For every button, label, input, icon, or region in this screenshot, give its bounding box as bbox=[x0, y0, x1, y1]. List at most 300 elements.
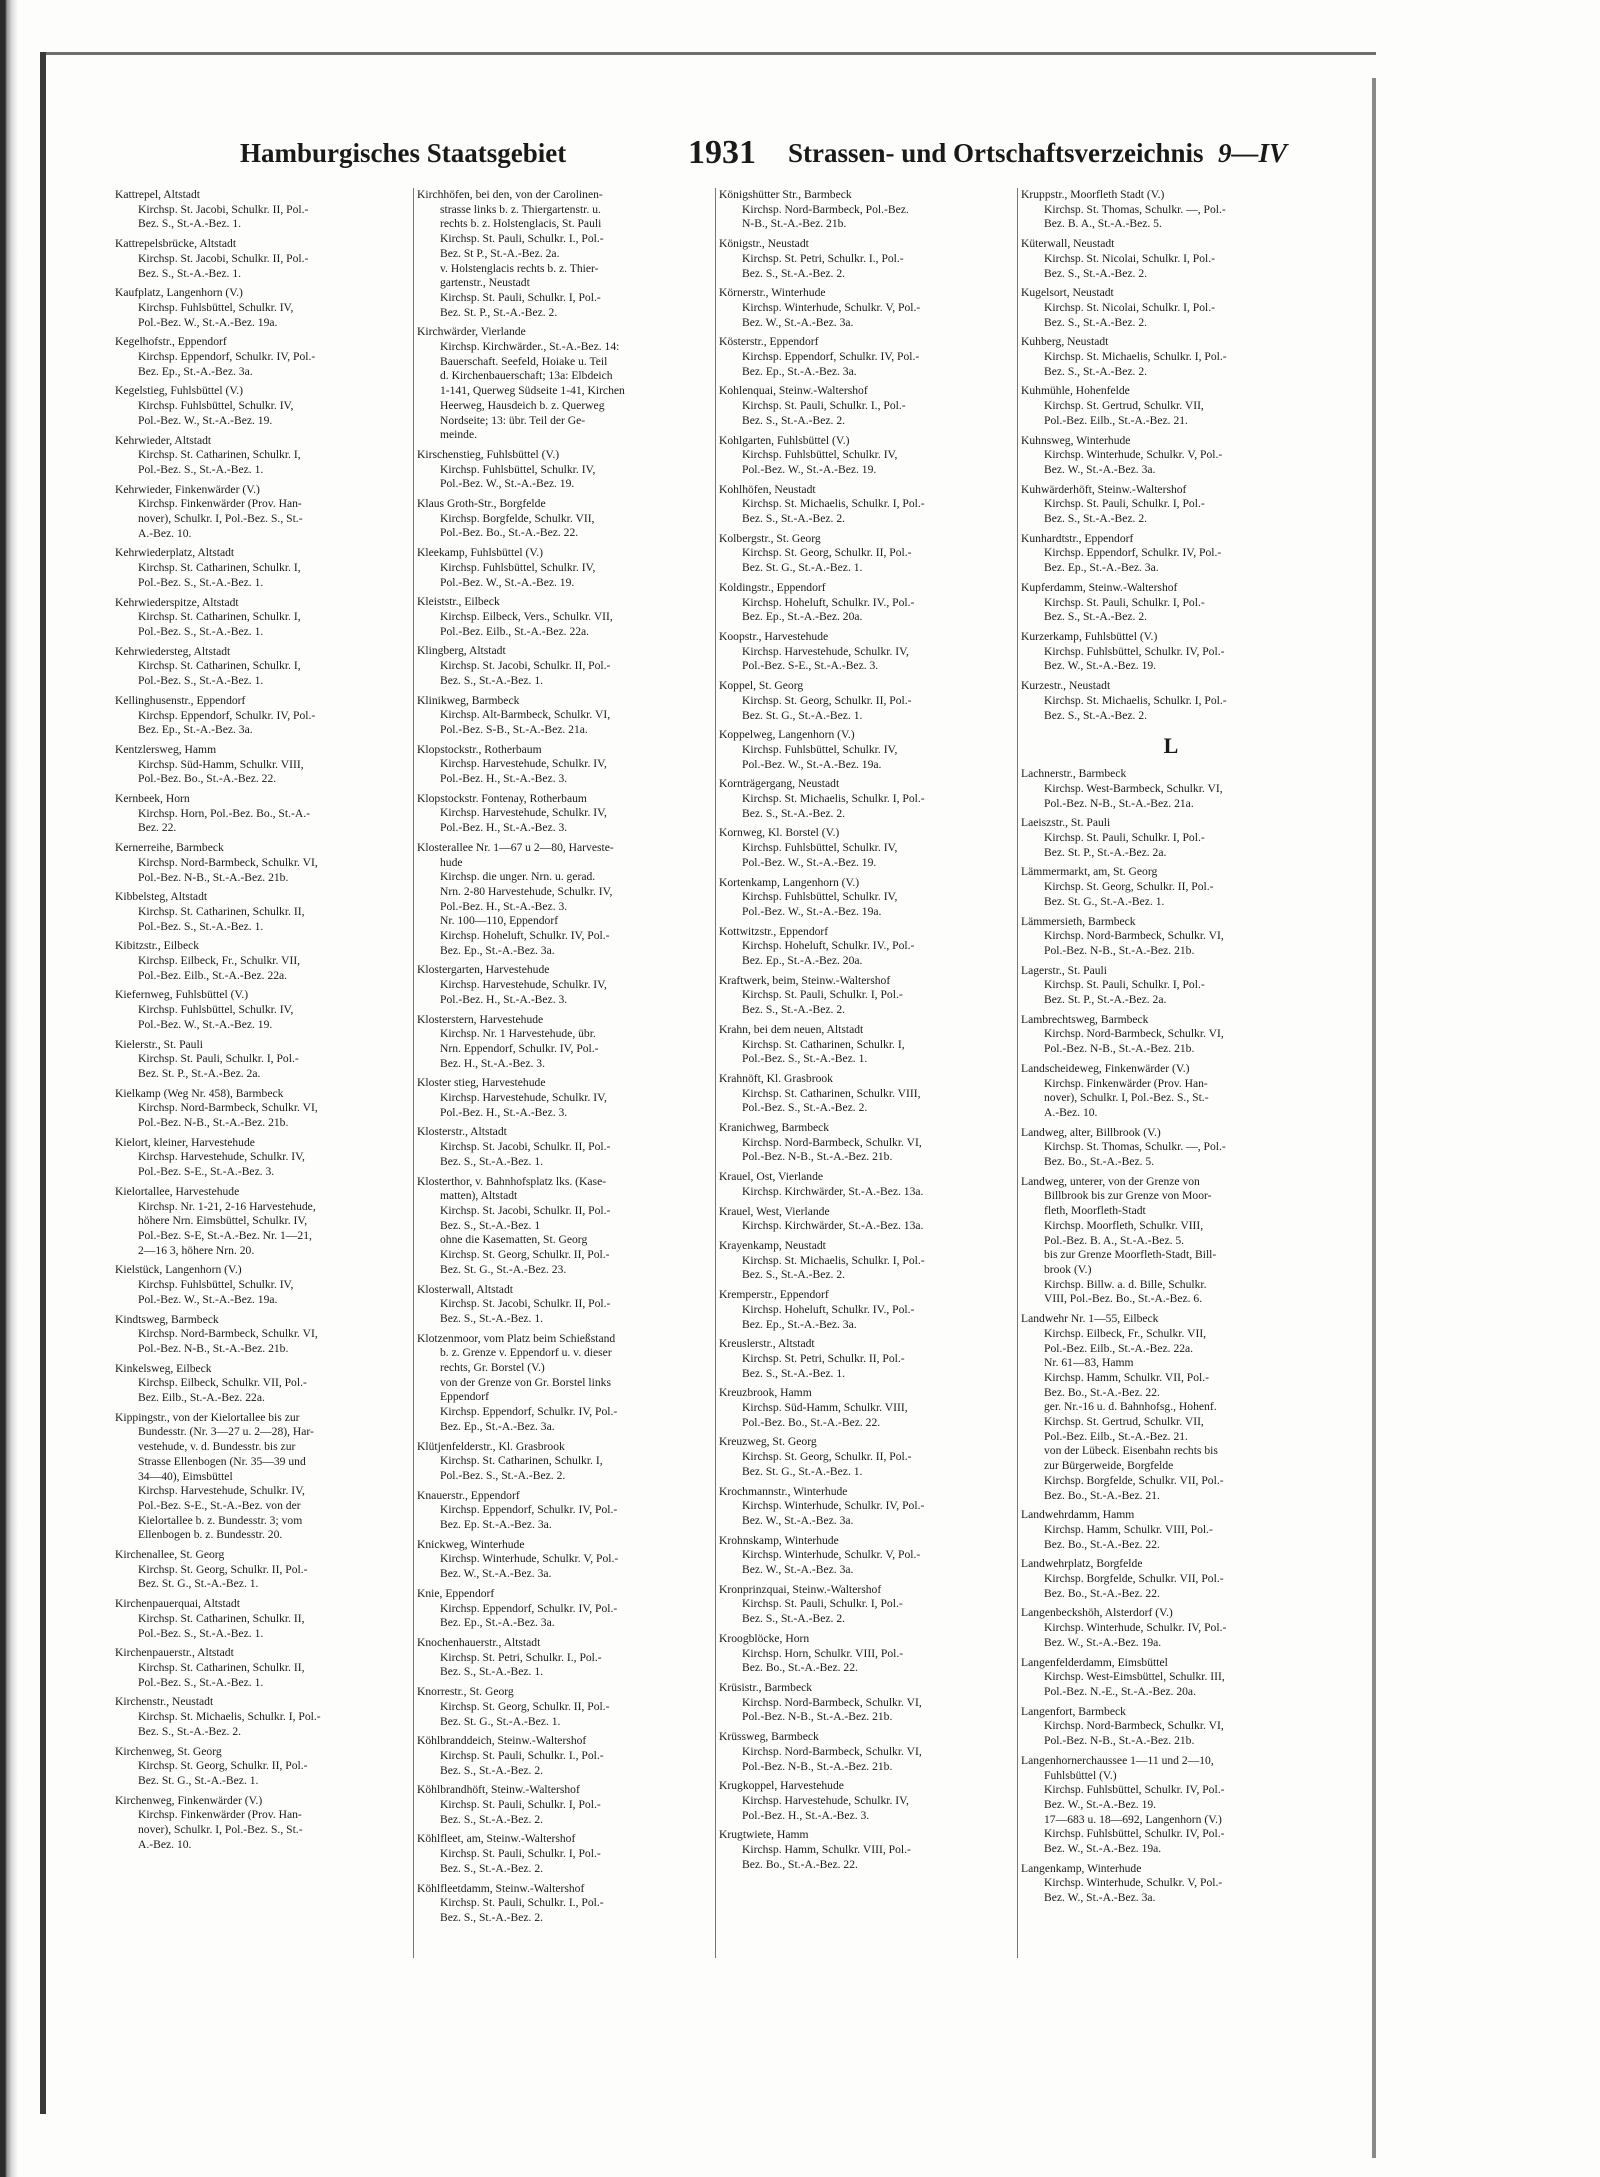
street-name: Kraftwerk, beim, Steinw.-Waltershof bbox=[719, 973, 891, 987]
street-detail: Kirchsp. St. Michaelis, Schulkr. I, Pol.- bbox=[138, 1710, 321, 1724]
street-entry bbox=[719, 826, 1017, 870]
street-detail: Kirchsp. Fuhlsbüttel, Schulkr. IV, Pol.- bbox=[1044, 644, 1225, 658]
street-detail: Kirchsp. Nord-Barmbeck, Schulkr. VI, bbox=[138, 1101, 318, 1115]
street-name: Kuhwärderhöft, Steinw.-Waltershof bbox=[1021, 482, 1187, 496]
street-detail: Pol.-Bez. S-E., St.-A.-Bez. 3. bbox=[742, 659, 879, 673]
street-name: Kirchenallee, St. Georg bbox=[115, 1548, 225, 1562]
street-detail: Bez. Ep., St.-A.-Bez. 20a. bbox=[742, 954, 863, 968]
street-entry bbox=[719, 532, 1017, 576]
street-name: Kloster stieg, Harvestehude bbox=[417, 1076, 546, 1090]
street-detail: Bez. Ep., St.-A.-Bez. 3a. bbox=[138, 723, 253, 737]
street-name: Köhlfleetdamm, Steinw.-Waltershof bbox=[417, 1881, 585, 1895]
street-detail: Kirchsp. St. Jacobi, Schulkr. II, Pol.- bbox=[440, 1140, 611, 1154]
street-name: Knauerstr., Eppendorf bbox=[417, 1488, 520, 1502]
street-name: Knochenhauerstr., Altstadt bbox=[417, 1635, 541, 1649]
street-detail: Kirchsp. Fuhlsbüttel, Schulkr. IV, bbox=[138, 1003, 294, 1017]
street-name: Kuhmühle, Hohenfelde bbox=[1021, 384, 1130, 398]
street-name: Kirchenstr., Neustadt bbox=[115, 1695, 214, 1709]
street-entry bbox=[719, 384, 1017, 428]
street-entry bbox=[417, 497, 715, 541]
street-detail: Bez. Ep., St.-A.-Bez. 3a. bbox=[742, 364, 857, 378]
street-detail: Kirchsp. Hoheluft, Schulkr. IV., Pol.- bbox=[742, 1302, 915, 1316]
street-entry bbox=[115, 1362, 413, 1406]
binding-edge bbox=[0, 0, 18, 2177]
street-detail: Kirchsp. Winterhude, Schulkr. V, Pol.- bbox=[1044, 448, 1223, 462]
street-entry bbox=[417, 1489, 715, 1533]
street-detail: Pol.-Bez. Eilb., St.-A.-Bez. 22a. bbox=[1044, 1341, 1194, 1355]
street-detail: Bez. Ep., St.-A.-Bez. 3a. bbox=[1044, 561, 1159, 575]
street-entry bbox=[719, 581, 1017, 625]
street-detail: Kirchsp. St. Pauli, Schulkr. I., Pol.- bbox=[742, 399, 906, 413]
street-name: Kielstück, Langenhorn (V.) bbox=[115, 1263, 242, 1277]
street-entry bbox=[417, 325, 715, 443]
street-detail: Bez. S., St.-A.-Bez. 2. bbox=[742, 512, 846, 526]
street-detail: Bez. W., St.-A.-Bez. 3a. bbox=[742, 1513, 854, 1527]
street-name: Kremperstr., Eppendorf bbox=[719, 1288, 829, 1302]
street-detail: Pol.-Bez. S., St.-A.-Bez. 2. bbox=[742, 1101, 868, 1115]
street-detail: Kirchsp. St. Catharinen, Schulkr. I, bbox=[742, 1037, 905, 1051]
street-detail: Kirchsp. St. Pauli, Schulkr. I, Pol.- bbox=[1044, 831, 1205, 845]
street-detail: Pol.-Bez. W., St.-A.-Bez. 19. bbox=[742, 855, 877, 869]
street-name: Koopstr., Harvestehude bbox=[719, 629, 829, 643]
street-name: Kugelsort, Neustadt bbox=[1021, 286, 1114, 300]
street-name: Köhlbranddeich, Steinw.-Waltershof bbox=[417, 1734, 587, 1748]
street-detail: Bez. St. P., St.-A.-Bez. 2a. bbox=[138, 1066, 261, 1080]
street-detail: Pol.-Bez. N-B., St.-A.-Bez. 21a. bbox=[1044, 796, 1194, 810]
street-detail: Bez. W., St.-A.-Bez. 19. bbox=[1044, 659, 1157, 673]
street-name: Kranichweg, Barmbeck bbox=[719, 1121, 830, 1135]
street-name: Langenhornerchaussee 1—11 und 2—10, bbox=[1021, 1753, 1214, 1767]
street-detail: Kirchsp. Fuhlsbüttel, Schulkr. IV, bbox=[742, 890, 898, 904]
street-entry bbox=[115, 694, 413, 738]
street-name: Lagerstr., St. Pauli bbox=[1021, 963, 1107, 977]
street-name: Landwehrplatz, Borgfelde bbox=[1021, 1557, 1143, 1571]
street-name: Klotzenmoor, vom Platz beim Schießstand bbox=[417, 1331, 616, 1345]
street-detail: höhere Nrn. Eimsbüttel, Schulkr. IV, bbox=[138, 1214, 308, 1228]
street-detail: Nr. 100—110, Eppendorf bbox=[440, 914, 559, 928]
street-entry bbox=[115, 841, 413, 885]
street-name: Krugkoppel, Harvestehude bbox=[719, 1779, 844, 1793]
street-detail: Pol.-Bez. S-E., St.-A.-Bez. von der bbox=[138, 1498, 301, 1512]
street-detail: Bez. S., St.-A.-Bez. 2. bbox=[138, 1724, 242, 1738]
street-entry bbox=[115, 1695, 413, 1739]
street-detail: Kirchsp. Nord-Barmbeck, Schulkr. VI, bbox=[138, 855, 318, 869]
street-name: Kielerstr., St. Pauli bbox=[115, 1037, 203, 1051]
street-entry bbox=[115, 645, 413, 689]
street-detail: Kirchsp. St. Catharinen, Schulkr. VIII, bbox=[742, 1086, 921, 1100]
street-name: Kehrwiedersteg, Altstadt bbox=[115, 644, 231, 658]
street-entry bbox=[719, 434, 1017, 478]
street-detail: Bez. Eilb., St.-A.-Bez. 22a. bbox=[138, 1391, 265, 1405]
street-detail: nover), Schulkr. I, Pol.-Bez. S., St.- bbox=[138, 1823, 303, 1837]
street-detail: Kirchsp. Fuhlsbüttel, Schulkr. IV, bbox=[138, 1278, 294, 1292]
street-detail: Bez. S., St.-A.-Bez. 1. bbox=[440, 1665, 544, 1679]
street-detail: Eppendorf bbox=[440, 1390, 489, 1404]
street-detail: Kirchsp. Fuhlsbüttel, Schulkr. IV, Pol.- bbox=[1044, 1827, 1225, 1841]
street-detail: Kirchsp. St. Pauli, Schulkr. I, Pol.- bbox=[742, 1597, 903, 1611]
street-name: Klinikweg, Barmbeck bbox=[417, 693, 520, 707]
street-detail: A.-Bez. 10. bbox=[138, 1837, 192, 1851]
street-detail: Pol.-Bez. S., St.-A.-Bez. 1. bbox=[138, 1626, 264, 1640]
street-entry bbox=[1021, 434, 1321, 478]
street-entry bbox=[719, 1121, 1017, 1165]
street-entry bbox=[1021, 1062, 1321, 1121]
street-detail: Kirchsp. Nord-Barmbeck, Schulkr. VI, bbox=[742, 1744, 922, 1758]
street-name: Kernerreihe, Barmbeck bbox=[115, 841, 224, 855]
street-name: Knorrestr., St. Georg bbox=[417, 1685, 514, 1699]
street-name: Landwehr Nr. 1—55, Eilbeck bbox=[1021, 1312, 1159, 1326]
street-entry bbox=[719, 1828, 1017, 1872]
street-detail: Ellenbogen b. z. Bundesstr. 20. bbox=[138, 1528, 283, 1542]
street-detail: Kirchsp. Hoheluft, Schulkr. IV., Pol.- bbox=[742, 595, 915, 609]
street-name: Klingberg, Altstadt bbox=[417, 644, 506, 658]
street-entry bbox=[1021, 532, 1321, 576]
street-name: Kohlhöfen, Neustadt bbox=[719, 482, 816, 496]
street-name: Kirschenstieg, Fuhlsbüttel (V.) bbox=[417, 447, 560, 461]
street-detail: Pol.-Bez. H., St.-A.-Bez. 3. bbox=[440, 821, 568, 835]
street-detail: Bez. S., St.-A.-Bez. 1. bbox=[440, 1311, 544, 1325]
street-detail: Bez. St. G., St.-A.-Bez. 1. bbox=[138, 1577, 259, 1591]
street-name: Kehrwieder, Altstadt bbox=[115, 433, 212, 447]
street-entry bbox=[1021, 335, 1321, 379]
street-detail: rechts b. z. Holstenglacis, St. Pauli bbox=[440, 217, 602, 231]
street-detail: Pol.-Bez. N-B., St.-A.-Bez. 21b. bbox=[138, 1116, 289, 1130]
street-detail: A.-Bez. 10. bbox=[138, 526, 192, 540]
street-detail: Kirchsp. Eppendorf, Schulkr. IV, Pol.- bbox=[742, 350, 920, 364]
street-detail: Kirchsp. Winterhude, Schulkr. V, Pol.- bbox=[440, 1552, 619, 1566]
street-name: Kegelstieg, Fuhlsbüttel (V.) bbox=[115, 384, 243, 398]
street-entry bbox=[115, 1087, 413, 1131]
street-detail: Kirchsp. St. Nicolai, Schulkr. I, Pol.- bbox=[1044, 300, 1215, 314]
street-detail: Kirchsp. St. Nicolai, Schulkr. I, Pol.- bbox=[1044, 251, 1215, 265]
street-entry bbox=[719, 728, 1017, 772]
street-detail: Pol.-Bez. W., St.-A.-Bez. 19a. bbox=[742, 757, 882, 771]
street-detail: Pol.-Bez. W., St.-A.-Bez. 19a. bbox=[138, 315, 278, 329]
street-detail: Pol.-Bez. S., St.-A.-Bez. 1. bbox=[742, 1052, 868, 1066]
street-entry bbox=[719, 777, 1017, 821]
street-detail: Kirchsp. Nord-Barmbeck, Schulkr. VI, bbox=[1044, 1719, 1224, 1733]
street-detail: Kirchsp. St. Georg, Schulkr. II, Pol.- bbox=[440, 1699, 610, 1713]
street-detail: Kirchsp. Süd-Hamm, Schulkr. VIII, bbox=[742, 1401, 908, 1415]
street-detail: vestehude, v. d. Bundesstr. bis zur bbox=[138, 1440, 296, 1454]
street-name: Kornweg, Kl. Borstel (V.) bbox=[719, 826, 840, 840]
street-name: Langenfelderdamm, Eimsbüttel bbox=[1021, 1655, 1168, 1669]
street-name: Koppel, St. Georg bbox=[719, 679, 804, 693]
street-detail: Bez. W., St.-A.-Bez. 3a. bbox=[1044, 462, 1156, 476]
street-detail: 17—683 u. 18—692, Langenhorn (V.) bbox=[1044, 1812, 1222, 1826]
street-entry bbox=[115, 743, 413, 787]
street-detail: Kirchsp. Fuhlsbüttel, Schulkr. IV, bbox=[742, 841, 898, 855]
street-name: Klosterstr., Altstadt bbox=[417, 1125, 507, 1139]
street-detail: Kirchsp. St. Michaelis, Schulkr. I, Pol.- bbox=[742, 792, 925, 806]
street-detail: Kirchsp. St. Pauli, Schulkr. I, Pol.- bbox=[440, 1847, 601, 1861]
street-entry bbox=[115, 1136, 413, 1180]
street-detail: Kirchsp. St. Michaelis, Schulkr. I, Pol.- bbox=[742, 497, 925, 511]
street-detail: brook (V.) bbox=[1044, 1263, 1092, 1276]
street-detail: Bez. W., St.-A.-Bez. 19a. bbox=[1044, 1635, 1162, 1649]
street-detail: Kirchsp. St. Catharinen, Schulkr. I, bbox=[138, 448, 301, 462]
street-detail: Bez. S., St.-A.-Bez. 2. bbox=[742, 1003, 846, 1017]
street-detail: Bez. S., St.-A.-Bez. 2. bbox=[742, 806, 846, 820]
street-entry bbox=[417, 694, 715, 738]
street-detail: Kirchsp. Kirchwärder, St.-A.-Bez. 13a. bbox=[742, 1184, 924, 1198]
street-detail: Bez. St. G., St.-A.-Bez. 1. bbox=[742, 561, 863, 575]
street-entry bbox=[115, 237, 413, 281]
street-detail: Kirchsp. St. Michaelis, Schulkr. I, Pol.- bbox=[742, 1253, 925, 1267]
street-detail: Bez. S., St.-A.-Bez. 2. bbox=[440, 1812, 544, 1826]
street-detail: Nrn. Eppendorf, Schulkr. IV, Pol.- bbox=[440, 1041, 599, 1055]
street-entry bbox=[719, 1779, 1017, 1823]
street-entry bbox=[417, 1013, 715, 1072]
street-name: Langenbeckshöh, Alsterdorf (V.) bbox=[1021, 1606, 1173, 1620]
street-name: Kielkamp (Weg Nr. 458), Barmbeck bbox=[115, 1086, 284, 1100]
street-name: Königshütter Str., Barmbeck bbox=[719, 188, 852, 201]
street-entry bbox=[719, 974, 1017, 1018]
street-entry bbox=[719, 1583, 1017, 1627]
directory-column-4 bbox=[1021, 188, 1321, 2108]
street-detail: Bez. Ep., St.-A.-Bez. 3a. bbox=[440, 1616, 555, 1630]
street-detail: Pol.-Bez. B. A., St.-A.-Bez. 5. bbox=[1044, 1233, 1185, 1247]
street-name: Krauel, West, Vierlande bbox=[719, 1204, 830, 1218]
street-name: Kirchhöfen, bei den, von der Carolinen- bbox=[417, 188, 603, 201]
street-entry bbox=[1021, 188, 1321, 232]
street-entry bbox=[1021, 1557, 1321, 1601]
street-detail: Pol.-Bez. H., St.-A.-Bez. 3. bbox=[440, 1105, 568, 1119]
street-detail: Pol.-Bez. H., St.-A.-Bez. 3. bbox=[440, 772, 568, 786]
street-detail: Nrn. 2-80 Harvestehude, Schulkr. IV, bbox=[440, 884, 613, 898]
directory-column-1 bbox=[115, 188, 413, 2108]
street-detail: Kirchsp. St. Pauli, Schulkr. I, Pol.- bbox=[1044, 497, 1205, 511]
street-detail: Kirchsp. St. Catharinen, Schulkr. I, bbox=[440, 1454, 603, 1468]
street-detail: Kirchsp. St. Pauli, Schulkr. I, Pol.- bbox=[440, 290, 601, 304]
street-detail: Pol.-Bez. W., St.-A.-Bez. 19. bbox=[440, 477, 575, 491]
street-name: Knickweg, Winterhude bbox=[417, 1537, 525, 1551]
street-detail: Pol.-Bez. N-B., St.-A.-Bez. 21b. bbox=[742, 1150, 893, 1164]
street-detail: fleth, Moorfleth-Stadt bbox=[1044, 1204, 1146, 1218]
street-entry bbox=[1021, 1705, 1321, 1749]
street-detail: Kirchsp. St. Gertrud, Schulkr. VII, bbox=[1044, 1415, 1204, 1429]
street-entry bbox=[417, 743, 715, 787]
street-detail: Bez. St. P., St.-A.-Bez. 2a. bbox=[1044, 993, 1167, 1007]
street-detail: Kirchsp. Eppendorf, Schulkr. IV, Pol.- bbox=[440, 1601, 618, 1615]
street-entry bbox=[115, 434, 413, 478]
street-entry bbox=[1021, 964, 1321, 1008]
street-name: Knie, Eppendorf bbox=[417, 1586, 495, 1600]
street-entry bbox=[417, 841, 715, 959]
street-detail: rechts, Gr. Borstel (V.) bbox=[440, 1361, 545, 1375]
street-entry bbox=[1021, 630, 1321, 674]
street-detail: Kirchsp. Fuhlsbüttel, Schulkr. IV, bbox=[742, 742, 898, 756]
street-entry bbox=[719, 1072, 1017, 1116]
street-detail: Kirchsp. Fuhlsbüttel, Schulkr. IV, bbox=[742, 448, 898, 462]
street-detail: Pol.-Bez. W., St.-A.-Bez. 19a. bbox=[138, 1292, 278, 1306]
street-detail: Bez. S., St.-A.-Bez. 1 bbox=[440, 1218, 541, 1232]
street-detail: Pol.-Bez. W., St.-A.-Bez. 19. bbox=[742, 462, 877, 476]
street-detail: Kirchsp. Nr. 1 Harvestehude, übr. bbox=[440, 1027, 596, 1041]
street-name: Kirchenpauerstr., Altstadt bbox=[115, 1646, 234, 1660]
street-detail: Pol.-Bez. W., St.-A.-Bez. 19. bbox=[138, 413, 273, 427]
street-detail: Pol.-Bez. W., St.-A.-Bez. 19. bbox=[440, 575, 575, 589]
street-detail: ohne die Kasematten, St. Georg bbox=[440, 1233, 588, 1247]
street-entry bbox=[719, 1681, 1017, 1725]
street-detail: Bez. S., St.-A.-Bez. 2. bbox=[440, 1861, 544, 1875]
street-detail: Kirchsp. St. Georg, Schulkr. II, Pol.- bbox=[742, 546, 912, 560]
street-name: Kibbelsteg, Altstadt bbox=[115, 890, 208, 904]
street-detail: Kirchsp. Nord-Barmbeck, Schulkr. VI, bbox=[1044, 929, 1224, 943]
street-entry bbox=[115, 188, 413, 232]
street-detail: Kirchsp. Eilbeck, Vers., Schulkr. VII, bbox=[440, 609, 613, 623]
street-detail: Bauerschaft. Seefeld, Hoiake u. Teil bbox=[440, 354, 608, 368]
street-entry bbox=[1021, 915, 1321, 959]
street-detail: Bez. St. P., St.-A.-Bez. 2. bbox=[440, 305, 558, 319]
street-detail: Bez. W., St.-A.-Bez. 3a. bbox=[742, 1563, 854, 1577]
street-entry bbox=[719, 1730, 1017, 1774]
street-entry bbox=[417, 1832, 715, 1876]
street-name: Kindtsweg, Barmbeck bbox=[115, 1312, 219, 1326]
street-detail: Kirchsp. Nr. 1-21, 2-16 Harvestehude, bbox=[138, 1199, 316, 1213]
street-detail: Pol.-Bez. Bo., St.-A.-Bez. 22. bbox=[742, 1415, 881, 1429]
street-detail: Bez. S., St.-A.-Bez. 2. bbox=[440, 1910, 544, 1924]
street-detail: Bez. S., St.-A.-Bez. 2. bbox=[1044, 708, 1148, 722]
street-detail: Kirchsp. St. Pauli, Schulkr. I, Pol.- bbox=[138, 1052, 299, 1066]
street-detail: Kirchsp. West-Barmbeck, Schulkr. VI, bbox=[1044, 781, 1223, 795]
street-name: Lachnerstr., Barmbeck bbox=[1021, 767, 1127, 781]
street-entry bbox=[1021, 1754, 1321, 1857]
column-divider bbox=[1017, 188, 1018, 1958]
street-name: Kronprinzquai, Steinw.-Waltershof bbox=[719, 1582, 882, 1596]
street-detail: Bez. St. G., St.-A.-Bez. 1. bbox=[138, 1773, 259, 1787]
street-detail: Kirchsp. Harvestehude, Schulkr. IV, bbox=[440, 757, 607, 771]
street-detail: Kirchsp. Fuhlsbüttel, Schulkr. IV, Pol.- bbox=[1044, 1783, 1225, 1797]
street-detail: Kirchsp. St. Catharinen, Schulkr. II, bbox=[138, 904, 305, 918]
street-detail: Kirchsp. Eilbeck, Fr., Schulkr. VII, bbox=[1044, 1326, 1207, 1340]
street-detail: Bez. W., St.-A.-Bez. 3a. bbox=[742, 315, 854, 329]
street-detail: Kirchsp. Winterhude, Schulkr. IV, Pol.- bbox=[742, 1499, 925, 1513]
street-entry bbox=[417, 963, 715, 1007]
street-detail: Pol.-Bez. S., St.-A.-Bez. 2. bbox=[440, 1468, 566, 1482]
street-entry bbox=[417, 1283, 715, 1327]
street-entry bbox=[1021, 1606, 1321, 1650]
street-detail: Kirchsp. Fuhlsbüttel, Schulkr. IV, bbox=[440, 462, 596, 476]
street-detail: Kirchsp. Eppendorf, Schulkr. IV, Pol.- bbox=[1044, 546, 1222, 560]
street-detail: Kirchsp. Hamm, Schulkr. VII, Pol.- bbox=[1044, 1370, 1209, 1384]
street-detail: Kirchsp. St. Thomas, Schulkr. —, Pol.- bbox=[1044, 1140, 1226, 1154]
street-detail: Pol.-Bez. S., St.-A.-Bez. 1. bbox=[138, 1675, 264, 1689]
street-name: Kehrwiederspitze, Altstadt bbox=[115, 595, 239, 609]
street-detail: 2—16 3, höhere Nrn. 20. bbox=[138, 1243, 255, 1257]
street-detail: Kirchsp. Eppendorf, Schulkr. IV, Pol.- bbox=[138, 350, 316, 364]
street-detail: Kirchsp. Nord-Barmbeck, Schulkr. VI, bbox=[742, 1135, 922, 1149]
street-name: Kentzlersweg, Hamm bbox=[115, 742, 217, 756]
street-name: Kohlgarten, Fuhlsbüttel (V.) bbox=[719, 433, 850, 447]
street-detail: Bez. Bo., St.-A.-Bez. 22. bbox=[1044, 1385, 1160, 1399]
street-detail: Bez. S., St.-A.-Bez. 2. bbox=[742, 1268, 846, 1282]
street-detail: Kirchsp. Eppendorf, Schulkr. IV, Pol.- bbox=[138, 708, 316, 722]
street-name: Kernbeek, Horn bbox=[115, 792, 190, 806]
street-detail: Kirchsp. St. Thomas, Schulkr. —, Pol.- bbox=[1044, 202, 1226, 216]
street-detail: ger. Nr.-16 u. d. Bahnhofsg., Hohenf. bbox=[1044, 1400, 1217, 1414]
street-detail: Kirchsp. Winterhude, Schulkr. V, Pol.- bbox=[1044, 1876, 1223, 1890]
street-entry bbox=[1021, 384, 1321, 428]
street-detail: Kirchsp. die unger. Nrn. u. gerad. bbox=[440, 870, 596, 884]
street-detail: Kirchsp. Fuhlsbüttel, Schulkr. IV, bbox=[440, 560, 596, 574]
street-detail: Kirchsp. Hoheluft, Schulkr. IV., Pol.- bbox=[742, 939, 915, 953]
street-detail: Pol.-Bez. H., St.-A.-Bez. 3. bbox=[440, 899, 568, 913]
street-detail: Pol.-Bez. N-B., St.-A.-Bez. 21b. bbox=[1044, 1042, 1195, 1056]
street-detail: Kirchsp. St. Jacobi, Schulkr. II, Pol.- bbox=[440, 1204, 611, 1217]
street-name: Kielortallee, Harvestehude bbox=[115, 1184, 240, 1198]
street-detail: nover), Schulkr. I, Pol.-Bez. S., St.- bbox=[138, 512, 303, 526]
street-detail: Bez. S., St.-A.-Bez. 1. bbox=[440, 673, 544, 687]
street-entry bbox=[719, 1435, 1017, 1479]
street-entry bbox=[719, 876, 1017, 920]
street-detail: Kirchsp. St. Georg, Schulkr. II, Pol.- bbox=[440, 1248, 610, 1262]
street-name: Köhlfleet, am, Steinw.-Waltershof bbox=[417, 1832, 576, 1846]
street-detail: Bez. St. G., St.-A.-Bez. 1. bbox=[742, 708, 863, 722]
street-detail: Pol.-Bez. S., St.-A.-Bez. 1. bbox=[138, 462, 264, 476]
street-name: Landscheideweg, Finkenwärder (V.) bbox=[1021, 1061, 1190, 1075]
street-detail: Bez. St. G., St.-A.-Bez. 1. bbox=[742, 1464, 863, 1478]
street-name: Kösterstr., Eppendorf bbox=[719, 335, 819, 349]
street-detail: Bez. Bo., St.-A.-Bez. 5. bbox=[1044, 1155, 1155, 1169]
street-name: Krahn, bei dem neuen, Altstadt bbox=[719, 1022, 864, 1036]
street-detail: zur Bürgerweide, Borgfelde bbox=[1044, 1459, 1174, 1473]
street-name: Königstr., Neustadt bbox=[719, 237, 809, 251]
street-entry bbox=[115, 1185, 413, 1259]
street-detail: Kirchsp. Borgfelde, Schulkr. VII, Pol.- bbox=[1044, 1572, 1224, 1586]
street-detail: Bez. S., St.-A.-Bez. 2. bbox=[1044, 266, 1148, 280]
street-entry bbox=[1021, 1312, 1321, 1503]
street-detail: Bez. Bo., St.-A.-Bez. 22. bbox=[742, 1661, 858, 1675]
street-entry bbox=[719, 1239, 1017, 1283]
street-detail: Pol.-Bez. N-B., St.-A.-Bez. 21b. bbox=[1044, 1734, 1195, 1748]
street-name: Laeiszstr., St. Pauli bbox=[1021, 816, 1111, 830]
street-name: Kreuzbrook, Hamm bbox=[719, 1386, 812, 1400]
street-detail: Bez. W., St.-A.-Bez. 19a. bbox=[1044, 1842, 1162, 1856]
street-detail: Kirchsp. Borgfelde, Schulkr. VII, Pol.- bbox=[1044, 1473, 1224, 1487]
street-detail: Bez. Ep., St.-A.-Bez. 3a. bbox=[440, 1419, 555, 1433]
street-name: Landweg, alter, Billbrook (V.) bbox=[1021, 1125, 1161, 1139]
street-entry bbox=[417, 1685, 715, 1729]
street-entry bbox=[1021, 1508, 1321, 1552]
street-detail: Kirchsp. St. Catharinen, Schulkr. II, bbox=[138, 1660, 305, 1674]
street-name: Kurzestr., Neustadt bbox=[1021, 679, 1111, 693]
street-name: Landweg, unterer, von der Grenze von bbox=[1021, 1174, 1200, 1188]
street-name: Kuhberg, Neustadt bbox=[1021, 335, 1109, 349]
street-detail: Bez. Bo., St.-A.-Bez. 22. bbox=[1044, 1586, 1160, 1600]
street-detail: Pol.-Bez. S., St.-A.-Bez. 1. bbox=[138, 624, 264, 638]
street-detail: Kirchsp. Harvestehude, Schulkr. IV, bbox=[440, 806, 607, 820]
street-name: Kuhnsweg, Winterhude bbox=[1021, 433, 1131, 447]
street-name: Kirchwärder, Vierlande bbox=[417, 325, 526, 339]
street-detail: Kielortallee b. z. Bundesstr. 3; vom bbox=[138, 1513, 303, 1527]
street-detail: Kirchsp. Harvestehude, Schulkr. IV, bbox=[440, 1091, 607, 1105]
street-entry bbox=[1021, 1862, 1321, 1906]
street-entry bbox=[719, 679, 1017, 723]
street-entry bbox=[115, 939, 413, 983]
street-detail: Kirchsp. St. Catharinen, Schulkr. I, bbox=[138, 610, 301, 624]
street-entry bbox=[1021, 767, 1321, 811]
street-detail: Kirchsp. St. Jacobi, Schulkr. II, Pol.- bbox=[138, 251, 309, 265]
street-detail: Kirchsp. St. Pauli, Schulkr. I, Pol.- bbox=[1044, 978, 1205, 992]
street-detail: Bez. S., St.-A.-Bez. 2. bbox=[1044, 610, 1148, 624]
street-detail: Kirchsp. Fuhlsbüttel, Schulkr. IV, bbox=[138, 399, 294, 413]
street-detail: Kirchsp. Süd-Hamm, Schulkr. VIII, bbox=[138, 757, 304, 771]
street-name: Klaus Groth-Str., Borgfelde bbox=[417, 497, 546, 511]
street-detail: Pol.-Bez. S-B., St.-A.-Bez. 21a. bbox=[440, 722, 588, 736]
street-name: Krahnöft, Kl. Grasbrook bbox=[719, 1071, 833, 1085]
street-entry bbox=[417, 595, 715, 639]
